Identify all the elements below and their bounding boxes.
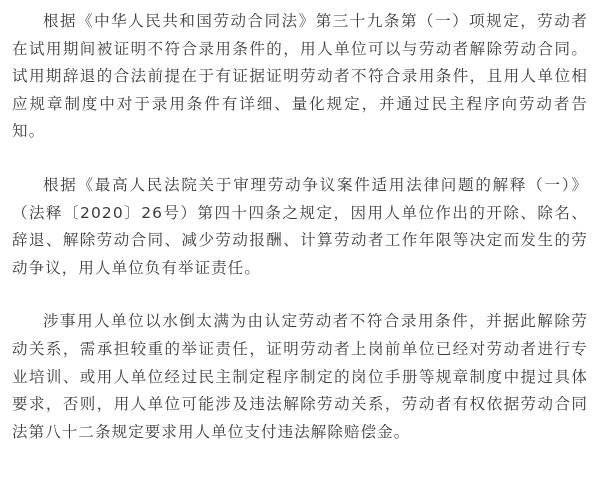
- paragraph-analysis: 涉事用人单位以水倒太满为由认定劳动者不符合录用条件，并据此解除劳动关系，需承担较重的举证责任，证明劳动者上岗前单位已经对劳动者进行专业培训、或用人单位经过民主制定程序制定的岗位手册等规章制度中提过具体要求，否则，用人单位可能涉及违法解除劳动关系，劳动者有权依据劳动合同法第八十二条规定要求用人单位支付违法解除赔偿金。: [12, 312, 588, 441]
- paragraph-labor-contract-law: 根据《中华人民共和国劳动合同法》第三十九条第（一）项规定，劳动者在试用期间被证明不符合录用条件的，用人单位可以与劳动者解除劳动合同。试用期辞退的合法前提在于有证据证明劳动者不符合录用条件，且用人单位相应规章制度中对于录用条件有详细、量化规定，并通过民主程序向劳动者告知。: [12, 12, 588, 141]
- article-body: [12, 8, 588, 446]
- paragraph-judicial-interpretation: 根据《最高人民法院关于审理劳动争议案件适用法律问题的解释（一）》（法释〔2020〕26号）第四十四条之规定，因用人单位作出的开除、除名、辞退、解除劳动合同、减少劳动报酬、计算劳动者工作年限等决定而发生的劳动争议，用人单位负有举证责任。: [12, 175, 588, 277]
